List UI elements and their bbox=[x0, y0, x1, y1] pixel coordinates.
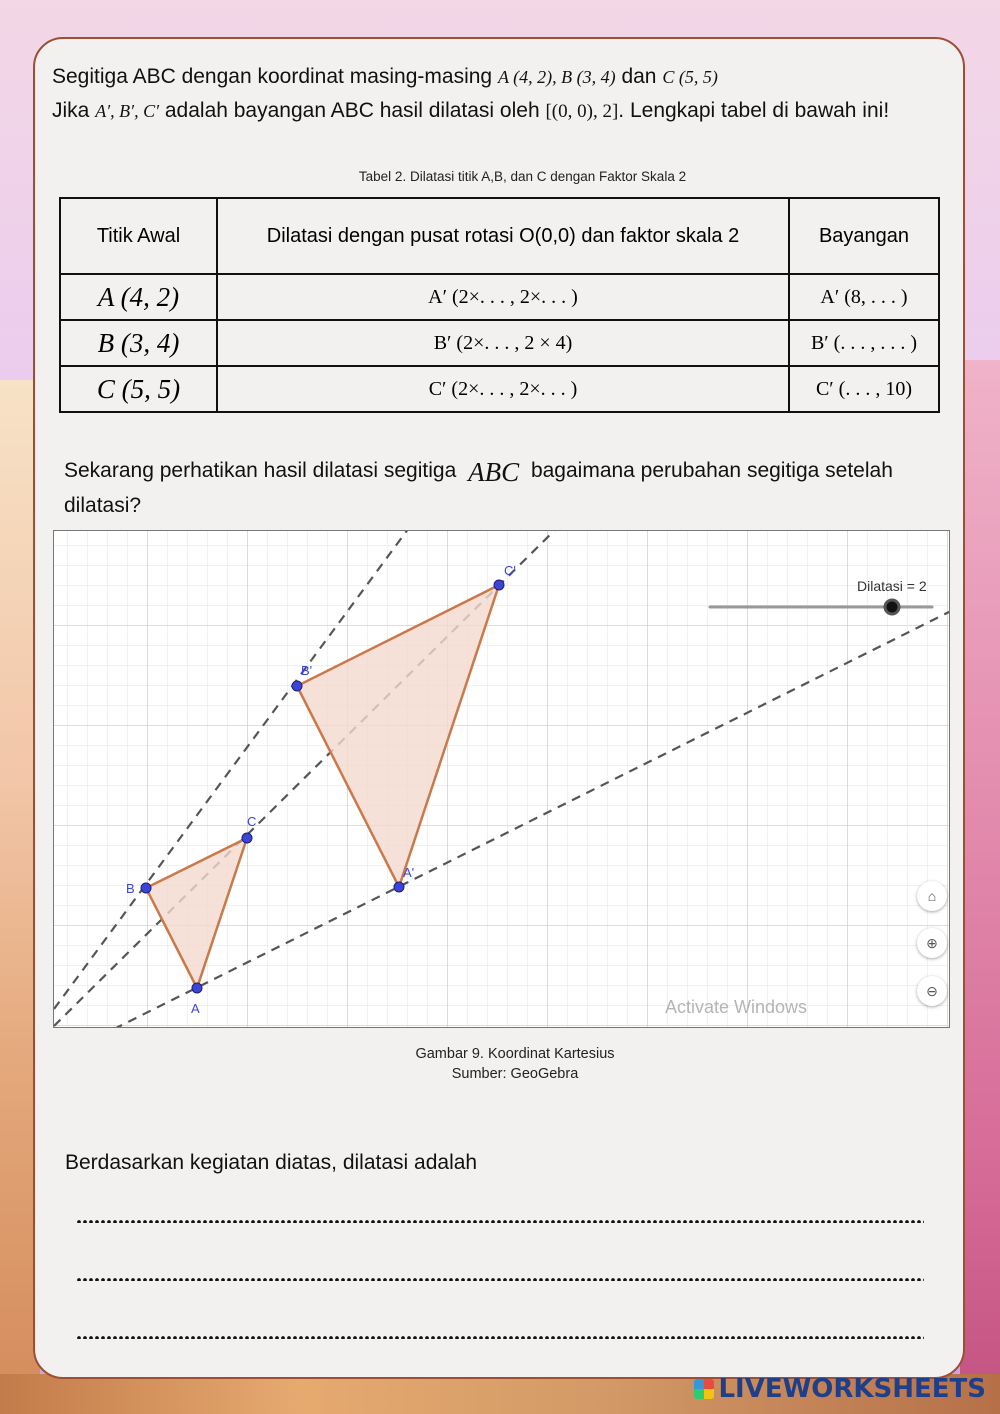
intro-line1: Segitiga ABC dengan koordinat masing-masing bbox=[52, 65, 493, 88]
intro-line2-suffix: . Lengkapi tabel di bawah ini! bbox=[618, 99, 890, 122]
point-a-prime[interactable] bbox=[394, 882, 404, 892]
point-b-prime[interactable] bbox=[292, 681, 302, 691]
intro-line2-mid: adalah bayangan ABC hasil dilatasi oleh bbox=[164, 99, 540, 122]
question-2 bbox=[64, 454, 934, 522]
coords-ab: A (4, 2), B (3, 4) bbox=[497, 67, 616, 87]
label-b-prime: B' bbox=[301, 663, 313, 678]
header-titik-awal: Titik Awal bbox=[60, 198, 217, 274]
intro-text bbox=[52, 60, 932, 129]
label-a: A bbox=[191, 1001, 200, 1016]
brand-text: LIVEWORKSHEETS bbox=[718, 1374, 986, 1404]
row-c-point bbox=[60, 366, 217, 412]
row-b-image[interactable]: B′ (. . . , . . . ) bbox=[789, 320, 939, 366]
figure-caption-title: Gambar 9. Koordinat Kartesius bbox=[415, 1046, 615, 1062]
graph-canvas bbox=[54, 531, 950, 1028]
answer-line-2[interactable] bbox=[76, 1276, 924, 1282]
table-row bbox=[60, 366, 939, 412]
prime-points: A′, B′, C′ bbox=[95, 101, 160, 121]
row-c-point-text: C (5, 5) bbox=[96, 373, 181, 404]
point-b[interactable] bbox=[141, 883, 151, 893]
point-c[interactable] bbox=[242, 833, 252, 843]
geogebra-graph[interactable] bbox=[53, 530, 950, 1028]
figure-caption-source: Sumber: GeoGebra bbox=[451, 1066, 579, 1082]
dilation-table bbox=[59, 197, 940, 413]
row-a-point bbox=[60, 274, 217, 320]
table-caption: Tabel 2. Dilatasi titik A,B, dan C dengan Faktor Skala 2 bbox=[358, 169, 687, 184]
row-a-image[interactable]: A′ (8, . . . ) bbox=[789, 274, 939, 320]
liveworksheets-brand[interactable] bbox=[694, 1374, 986, 1404]
header-dilatasi: Dilatasi dengan pusat rotasi O(0,0) dan faktor skala 2 bbox=[217, 198, 789, 274]
slider-label: Dilatasi = 2 bbox=[857, 578, 927, 594]
label-a-prime: A' bbox=[403, 865, 415, 880]
answer-line-3[interactable] bbox=[76, 1334, 924, 1340]
table-header-row bbox=[60, 198, 939, 274]
row-a-point-text: A (4, 2) bbox=[97, 281, 180, 312]
zoom-in-icon[interactable]: ⊕ bbox=[917, 928, 947, 958]
point-c-prime[interactable] bbox=[494, 580, 504, 590]
activate-windows-watermark: Activate Windows bbox=[665, 997, 808, 1017]
question-2-suffix: bagaimana perubahan segitiga setelah dilatasi? bbox=[64, 459, 893, 517]
point-a[interactable] bbox=[192, 983, 202, 993]
table-row bbox=[60, 274, 939, 320]
zoom-out-icon[interactable]: ⊖ bbox=[917, 976, 947, 1006]
row-c-image[interactable]: C′ (. . . , 10) bbox=[789, 366, 939, 412]
coord-c: C (5, 5) bbox=[662, 67, 718, 87]
question-2-abc: ABC bbox=[468, 457, 520, 487]
header-bayangan: Bayangan bbox=[789, 198, 939, 274]
row-a-calc[interactable]: A′ (2×. . . , 2×. . . ) bbox=[217, 274, 789, 320]
row-b-calc[interactable]: B′ (2×. . . , 2 × 4) bbox=[217, 320, 789, 366]
question-3: Berdasarkan kegiatan diatas, dilatasi adalah bbox=[65, 1151, 478, 1174]
table-row bbox=[60, 320, 939, 366]
row-c-calc[interactable]: C′ (2×. . . , 2×. . . ) bbox=[217, 366, 789, 412]
label-c: C bbox=[247, 814, 257, 829]
slider-handle[interactable] bbox=[885, 600, 899, 614]
intro-and: dan bbox=[621, 65, 657, 88]
label-c-prime: C' bbox=[504, 563, 516, 578]
figure-caption bbox=[0, 1044, 1000, 1084]
dilation-notation: [(0, 0), 2] bbox=[545, 101, 619, 122]
intro-line2-prefix: Jika bbox=[52, 99, 90, 122]
row-b-point bbox=[60, 320, 217, 366]
home-icon[interactable]: ⌂ bbox=[917, 881, 947, 911]
label-b: B bbox=[126, 881, 135, 896]
liveworksheets-logo-icon bbox=[694, 1379, 714, 1399]
background-right-decoration bbox=[960, 360, 1000, 1380]
answer-line-1[interactable] bbox=[76, 1218, 924, 1224]
row-b-point-text: B (3, 4) bbox=[97, 327, 180, 358]
question-2-prefix: Sekarang perhatikan hasil dilatasi segitiga bbox=[64, 459, 457, 482]
